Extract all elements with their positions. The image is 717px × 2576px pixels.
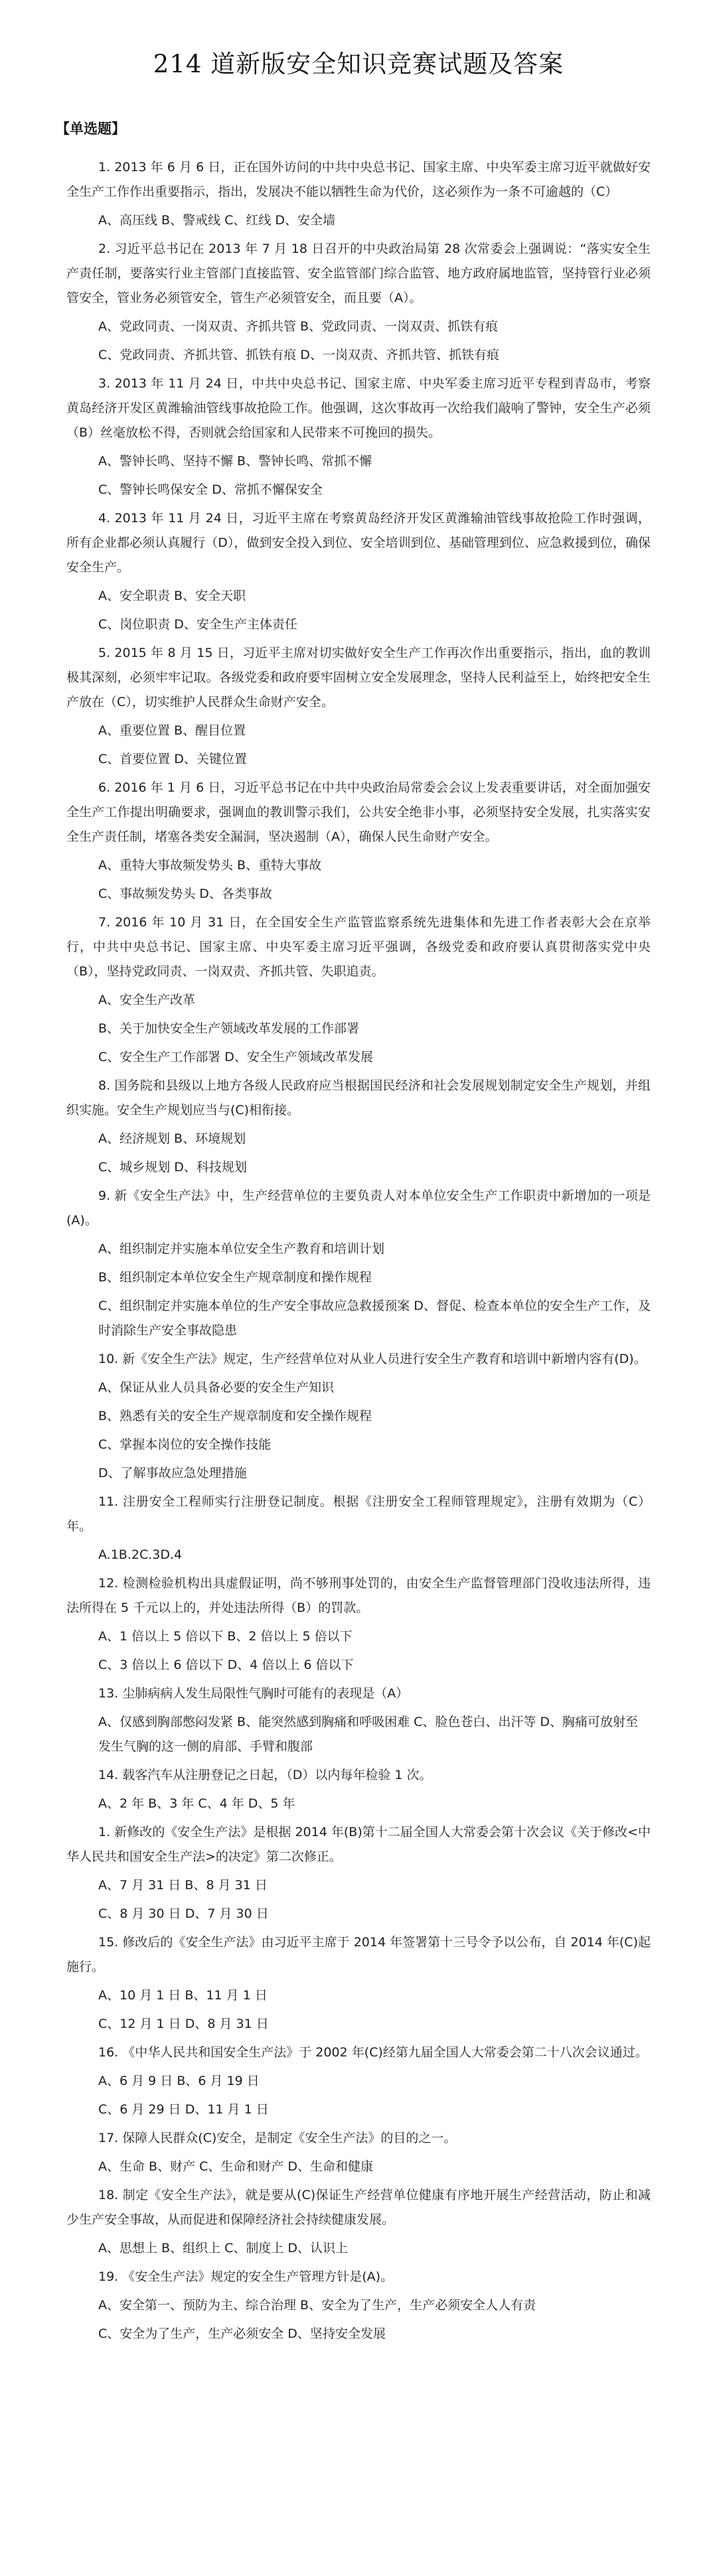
- question-text: 19. 《安全生产法》规定的安全生产管理方针是(A)。: [98, 2269, 394, 2284]
- question-text: 9. 新《安全生产法》中，生产经营单位的主要负责人对本单位安全生产工作职责中新增加的一项是(A)。: [66, 1188, 651, 1228]
- answer-options: A、安全生产改革: [98, 993, 195, 1007]
- answer-options: A、重要位置 B、醒目位置: [98, 723, 246, 738]
- question-list: [66, 155, 651, 2346]
- question-text: 1. 新修改的《安全生产法》是根据 2014 年(B)第十二届全国人大常委会第十次会议《关于修改<中华人民共和国安全生产法>的决定》第二次修正。: [66, 1825, 651, 1864]
- answer-options: A、安全职责 B、安全天职: [98, 589, 246, 603]
- answer-options: C、3 倍以上 6 倍以下 D、4 倍以上 6 倍以下: [98, 1658, 354, 1672]
- answer-options: C、党政同责、齐抓共管、抓铁有痕 D、一岗双责、齐抓共管、抓铁有痕: [98, 348, 499, 362]
- answer-options: A、2 年 B、3 年 C、4 年 D、5 年: [98, 1796, 295, 1811]
- question-text: 17. 保障人民群众(C)安全，是制定《安全生产法》的目的之一。: [98, 2131, 457, 2145]
- answer-options: A.1B.2C.3D.4: [98, 1547, 183, 1562]
- question-text: 7. 2016 年 10 月 31 日，在全国安全生产监管监察系统先进集体和先进工作者表彰大会在京举行，中共中央总书记、国家主席、中央军委主席习近平强调，各级党委和政府要认真贯彻落实党中央（B），坚持党政同责、一岗双责、齐抓共管、失职追责。: [66, 915, 651, 979]
- answer-options: C、组织制定并实施本单位的生产安全事故应急救援预案 D、督促、检查本单位的安全生产工作，及时消除生产安全事故隐患: [98, 1299, 651, 1338]
- answer-options: A、高压线 B、警戒线 C、红线 D、安全墙: [98, 213, 336, 228]
- answer-options: A、保证从业人员具备必要的安全生产知识: [98, 1380, 334, 1395]
- question-text: 11. 注册安全工程师实行注册登记制度。根据《注册安全工程师管理规定》，注册有效期为（C）年。: [66, 1494, 651, 1534]
- answer-options: A、10 月 1 日 B、11 月 1 日: [98, 1988, 268, 2003]
- question-text: 5. 2015 年 8 月 15 日，习近平主席对切实做好安全生产工作再次作出重要指示，指出，血的教训极其深刻，必须牢牢记取。各级党委和政府要牢固树立安全发展理念，坚持人民利益至上，始终把安全生产放在（C），切实维护人民群众生命财产安全。: [66, 646, 651, 709]
- answer-options: C、6 月 29 日 D、11 月 1 日: [98, 2102, 269, 2117]
- answer-options: B、关于加快安全生产领域改革发展的工作部署: [98, 1021, 360, 1036]
- answer-options: C、首要位置 D、关键位置: [98, 752, 247, 766]
- question-text: 18. 制定《安全生产法》，就是要从(C)保证生产经营单位健康有序地开展生产经营活动，防止和减少生产安全事故，从而促进和保障经济社会持续健康发展。: [66, 2188, 651, 2227]
- answer-options: A、重特大事故频发势头 B、重特大事故: [98, 858, 322, 873]
- question-text: 3. 2013 年 11 月 24 日，中共中央总书记、国家主席、中央军委主席习近平专程到青岛市，考察黄岛经济开发区黄潍输油管线事故抢险工作。他强调，这次事故再一次给我们敲响了警钟，安全生产必须（B）丝毫放松不得，否则就会给国家和人民带来不可挽回的损失。: [66, 376, 651, 440]
- answer-options: C、掌握本岗位的安全操作技能: [98, 1437, 272, 1452]
- answer-options: C、安全生产工作部署 D、安全生产领域改革发展: [98, 1050, 373, 1064]
- answer-options: A、安全第一、预防为主、综合治理 B、安全为了生产，生产必须安全人人有责: [98, 2298, 536, 2313]
- answer-options: A、思想上 B、组织上 C、制度上 D、认识上: [98, 2241, 349, 2255]
- answer-options: A、生命 B、财产 C、生命和财产 D、生命和健康: [98, 2159, 374, 2174]
- question-text: 1. 2013 年 6 月 6 日，正在国外访问的中共中央总书记、国家主席、中央军委主席习近平就做好安全生产工作作出重要指示，指出，发展决不能以牺牲生命为代价，这必须作为一条不可逾越的（C）: [66, 160, 651, 199]
- answer-options: A、组织制定并实施本单位安全生产教育和培训计划: [98, 1242, 384, 1256]
- answer-options: C、安全为了生产，生产必须安全 D、坚持安全发展: [98, 2326, 386, 2341]
- answer-options: B、组织制定本单位安全生产规章制度和操作规程: [98, 1270, 372, 1285]
- question-text: 13. 尘肺病病人发生局限性气胸时可能有的表现是（A）: [98, 1686, 409, 1701]
- question-text: 6. 2016 年 1 月 6 日，习近平总书记在中共中央政治局常委会会议上发表重要讲话，对全面加强安全生产工作提出明确要求，强调血的教训警示我们，公共安全绝非小事，必须坚持安全发展，扎实落实安全生产责任制，堵塞各类安全漏洞，坚决遏制（A），确保人民生命财产安全。: [66, 780, 651, 844]
- question-text: 4. 2013 年 11 月 24 日，习近平主席在考察黄岛经济开发区黄潍输油管线事故抢险工作时强调，所有企业都必须认真履行（D），做到安全投入到位、安全培训到位、基础管理到位、应急救援到位，确保安全生产。: [66, 511, 651, 575]
- answer-options: A、1 倍以上 5 倍以下 B、2 倍以上 5 倍以下: [98, 1629, 353, 1644]
- question-text: 2. 习近平总书记在 2013 年 7 月 18 日召开的中央政治局第 28 次常委会上强调说：“落实安全生产责任制，要落实行业主管部门直接监管、安全监管部门综合监管、地方政府属地监管，坚持管行业必须管安全，管业务必须管安全，管生产必须管安全，而且要（A）。: [66, 242, 651, 305]
- section-heading: 【单选题】: [56, 121, 125, 137]
- answer-options: A、仅感到胸部憋闷发紧 B、能突然感到胸痛和呼吸困难 C、脸色苍白、出汗等 D、胸痛可放射至发生气胸的这一侧的肩部、手臂和腹部: [98, 1715, 639, 1754]
- question-text: 16. 《中华人民共和国安全生产法》于 2002 年(C)经第九届全国人大常委会第二十八次会议通过。: [98, 2045, 648, 2060]
- question-text: 8. 国务院和县级以上地方各级人民政府应当根据国民经济和社会发展规划制定安全生产规划，并组织实施。安全生产规划应当与(C)相衔接。: [66, 1078, 651, 1117]
- answer-options: C、事故频发势头 D、各类事故: [98, 887, 272, 901]
- question-text: 15. 修改后的《安全生产法》由习近平主席于 2014 年签署第十三号令予以公布，自 2014 年(C)起施行。: [66, 1935, 651, 1974]
- question-text: 14. 载客汽车从注册登记之日起，（D）以内每年检验 1 次。: [98, 1768, 432, 1782]
- answer-options: A、警钟长鸣、坚持不懈 B、警钟长鸣、常抓不懈: [98, 454, 372, 468]
- answer-options: A、经济规划 B、环境规划: [98, 1131, 246, 1146]
- document-title: 214 道新版安全知识竞赛试题及答案: [153, 50, 564, 78]
- answer-options: C、城乡规划 D、科技规划: [98, 1160, 247, 1175]
- answer-options: A、党政同责、一岗双责、齐抓共管 B、党政同责、一岗双责、抓铁有痕: [98, 319, 499, 334]
- answer-options: B、熟悉有关的安全生产规章制度和安全操作规程: [98, 1409, 372, 1423]
- answer-options: C、8 月 30 日 D、7 月 30 日: [98, 1906, 269, 1921]
- answer-options: A、7 月 31 日 B、8 月 31 日: [98, 1878, 268, 1893]
- answer-options: D、了解事故应急处理措施: [98, 1466, 247, 1480]
- answer-options: C、12 月 1 日 D、8 月 31 日: [98, 2017, 269, 2031]
- question-text: 10. 新《安全生产法》规定，生产经营单位对从业人员进行安全生产教育和培训中新增内容有(D)。: [98, 1352, 647, 1366]
- answer-options: C、警钟长鸣保安全 D、常抓不懈保安全: [98, 482, 323, 497]
- question-text: 12. 检测检验机构出具虚假证明，尚不够刑事处罚的，由安全生产监督管理部门没收违法所得，违法所得在 5 千元以上的，并处违法所得（B）的罚款。: [66, 1576, 651, 1615]
- answer-options: A、6 月 9 日 B、6 月 19 日: [98, 2074, 260, 2088]
- answer-options: C、岗位职责 D、安全生产主体责任: [98, 617, 297, 632]
